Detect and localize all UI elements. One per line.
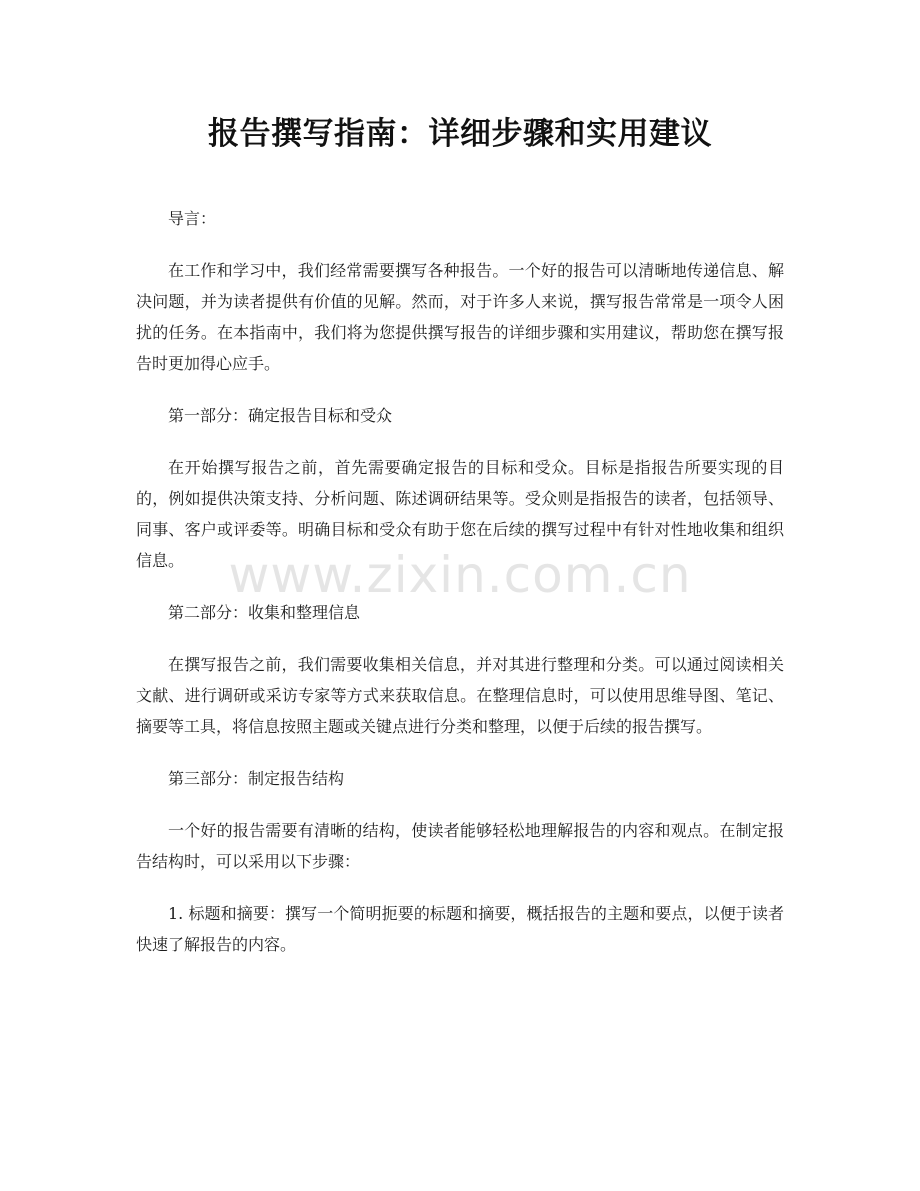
intro-paragraph: 在工作和学习中，我们经常需要撰写各种报告。一个好的报告可以清晰地传递信息、解决问题，并为读者提供有价值的见解。然而，对于许多人来说，撰写报告常常是一项令人困扰的任务。在本指南中，我们将为您提供撰写报告的详细步骤和实用建议，帮助您在撰写报告时更加得心应手。 bbox=[136, 261, 784, 373]
list-item-title-abstract: 1. 标题和摘要：撰写一个简明扼要的标题和摘要，概括报告的主题和要点，以便于读者快速了解报告的内容。 bbox=[136, 904, 784, 954]
section-3-heading: 第三部分：制定报告结构 bbox=[168, 769, 345, 788]
section-2-paragraph: 在撰写报告之前，我们需要收集相关信息，并对其进行整理和分类。可以通过阅读相关文献、进行调研或采访专家等方式来获取信息。在整理信息时，可以使用思维导图、笔记、摘要等工具，将信息按照主题或关键点进行分类和整理，以便于后续的报告撰写。 bbox=[136, 655, 784, 736]
intro-heading: 导言： bbox=[168, 209, 217, 228]
section-3-paragraph: 一个好的报告需要有清晰的结构，使读者能够轻松地理解报告的内容和观点。在制定报告结构时，可以采用以下步骤： bbox=[136, 821, 784, 871]
section-1-paragraph: 在开始撰写报告之前，首先需要确定报告的目标和受众。目标是指报告所要实现的目的，例如提供决策支持、分析问题、陈述调研结果等。受众则是指报告的读者，包括领导、同事、客户或评委等。明确目标和受众有助于您在后续的撰写过程中有针对性地收集和组织信息。 bbox=[136, 458, 784, 570]
watermark: www.zixin.com.cn bbox=[228, 546, 692, 604]
document-title: 报告撰写指南：详细步骤和实用建议 bbox=[208, 116, 712, 152]
section-1-heading: 第一部分：确定报告目标和受众 bbox=[168, 406, 393, 425]
section-2-heading: 第二部分：收集和整理信息 bbox=[168, 603, 361, 622]
